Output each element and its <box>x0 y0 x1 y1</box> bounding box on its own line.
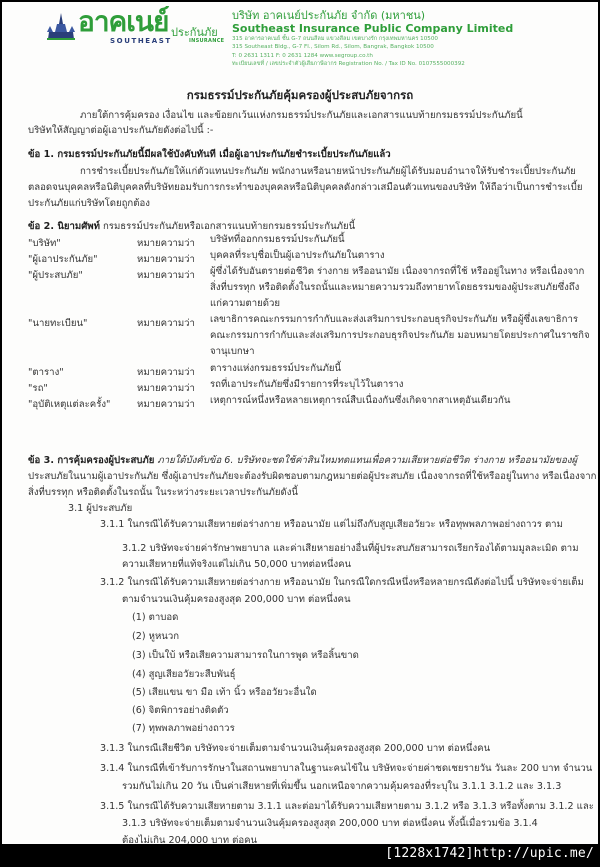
list-item: (6) จิตพิการอย่างติดตัว <box>132 705 229 716</box>
company-name-english: Southeast Insurance Public Company Limited <box>232 22 514 35</box>
clause-3-line-1-rest: ภายใต้บังคับข้อ 6. บริษัทจะชดใช้ค่าสินไหมทดแทนเพื่อความเสียหายต่อชีวิต ร่างกาย หรืออนามัยของผู้ <box>154 455 578 466</box>
def-term: "อุบัติเหตุแต่ละครั้ง" <box>28 399 111 410</box>
def-text: ตารางแห่งกรมธรรม์ประกันภัยนี้ <box>210 363 342 374</box>
def-term: "นายทะเบียน" <box>28 318 88 329</box>
brand-insurance-english: INSURANCE <box>189 38 225 44</box>
def-term: "ตาราง" <box>28 367 64 378</box>
def-term: "บริษัท" <box>28 238 61 249</box>
clause-2-heading-rest: กรมธรรม์ประกันภัยหรือเอกสารแนบท้ายกรมธรรม์ประกันภัยนี้ <box>99 221 356 232</box>
def-means-label: หมายความว่า <box>137 399 195 410</box>
def-term: "รถ" <box>28 383 48 394</box>
company-logo <box>46 5 236 46</box>
clause-3-1-5-cont-2: ต้องไม่เกิน 204,000 บาท ต่อคน <box>122 835 258 844</box>
def-text: จานุเบกษา <box>210 346 255 357</box>
clause-1-line-2: ตลอดจนบุคคลหรือนิติบุคคลที่บริษัทยอมรับการกระทำของบุคคลหรือนิติบุคคลดังกล่าวเสมือนตัวแทนของบริษัท ให้ถือว่าเป็นการชำระเบี้ย <box>28 182 583 193</box>
clause-3-1-2a: 3.1.2 บริษัทจะจ่ายค่ารักษาพยาบาล และค่าเสียหายอย่างอื่นที่ผู้ประสบภัยสามารถเรียกร้องได้ตามมูลละเมิด ตาม <box>122 543 579 554</box>
def-term: "ผู้เอาประกันภัย" <box>28 254 98 265</box>
list-item: (4) สูญเสียอวัยวะสืบพันธุ์ <box>132 669 236 680</box>
clause-2-heading <box>28 220 355 234</box>
def-text: คณะกรรมการกำกับและส่งเสริมการประกอบธุรกิจประกันภัย มอบหมายโดยประกาศในราชกิจ <box>210 330 590 341</box>
def-term: "ผู้ประสบภัย" <box>28 270 83 281</box>
company-registration: ทะเบียนเลขที่ / เลขประจำตัวผู้เสียภาษีอากร Registration No. / Tax ID No. 0107555000392 <box>232 61 465 68</box>
watermark-text: [1228x1742]http://upic.me/ <box>385 846 594 861</box>
clause-3-1-2a-cont: ความเสียหายที่แท้จริงแต่ไม่เกิน 50,000 บาทต่อหนึ่งคน <box>122 559 352 570</box>
clause-3-1-heading: 3.1 ผู้ประสบภัย <box>68 503 133 514</box>
clause-3-line-1 <box>28 454 577 468</box>
brand-insurance-thai: ประกันภัย <box>171 26 218 39</box>
company-name-thai: บริษัท อาคเนย์ประกันภัย จำกัด (มหาชน) <box>232 9 426 22</box>
image-watermark-bar <box>0 844 600 867</box>
list-item: (3) เป็นใบ้ หรือเสียความสามารถในการพูด หรือลิ้นขาด <box>132 650 359 661</box>
def-text: เหตุการณ์หนึ่งหรือหลายเหตุการณ์สืบเนื่องกันซึ่งเกิดจากสาเหตุอันเดียวกัน <box>210 395 511 406</box>
list-item: (5) เสียแขน ขา มือ เท้า นิ้ว หรืออวัยวะอื่นใด <box>132 687 317 698</box>
clause-1-heading: ข้อ 1. กรมธรรม์ประกันภัยนี้มีผลใช้บังคับทันที เมื่อผู้เอาประกันภัยชำระเบี้ยประกันภัยแล้ว <box>28 149 391 160</box>
company-contact: T: 0 2631 1311 F: 0 2631 1284 www.segroup.co.th <box>232 52 373 59</box>
clause-3-1-4-cont: รวมกันไม่เกิน 20 วัน เป็นค่าเสียหายที่เพิ่มขึ้น นอกเหนือจากความคุ้มครองที่ระบุใน 3.1.1 3.1.2 และ 3.1.3 <box>122 781 562 792</box>
company-info <box>232 9 592 69</box>
clause-3-line-2: ประสบภัยในนามผู้เอาประกันภัย ซึ่งผู้เอาประกันภัยจะต้องรับผิดชอบตามกฎหมายต่อผู้ประสบภัย เนื่องจากรถที่ใช้หรืออยู่ในทาง หรือเนื่องจาก <box>28 471 597 482</box>
def-text: สิ่งที่บรรทุก หรือติดตั้งในรถนั้นและหมายความรวมถึงทายาทโดยธรรมของผู้ประสบภัยซึ่งถึง <box>210 282 580 293</box>
temple-icon <box>46 12 76 42</box>
clause-3-heading-bold: ข้อ 3. การคุ้มครองผู้ประสบภัย <box>28 455 155 466</box>
clause-1-line-3: ประกันภัยแก่บริษัทโดยถูกต้อง <box>28 198 150 209</box>
def-text: ผู้ซึ่งได้รับอันตรายต่อชีวิต ร่างกาย หรืออนามัย เนื่องจากรถที่ใช้ หรืออยู่ในทาง หรือเนื่องจาก <box>210 266 585 277</box>
clause-3-1-4: 3.1.4 ในกรณีที่เข้ารับการรักษาในสถานพยาบาลในฐานะคนไข้ใน บริษัทจะจ่ายค่าชดเชยรายวัน วันละ 200 บาท จำนวน <box>100 763 593 774</box>
clause-3-1-2b: 3.1.2 ในกรณีได้รับความเสียหายต่อร่างกาย หรืออนามัย ในกรณีใดกรณีหนึ่งหรือหลายกรณีดังต่อไปนี้ บริษัทจะจ่ายเต็ม <box>100 577 584 588</box>
clause-3-1-5: 3.1.5 ในกรณีได้รับความเสียหายตาม 3.1.1 และต่อมาได้รับความเสียหายตาม 3.1.2 หรือ 3.1.3 หรือทั้งตาม 3.1.2 และ <box>100 801 594 812</box>
intro-line-2: บริษัทให้สัญญาต่อผู้เอาประกันภัยดังต่อไปนี้ :- <box>28 125 214 136</box>
company-address-english: 315 Southeast Bldg., G-7 Fl., Silom Rd., Silom, Bangrak, Bangkok 10500 <box>232 44 434 51</box>
def-means-label: หมายความว่า <box>137 367 195 378</box>
def-text: บริษัทที่ออกกรมธรรม์ประกันภัยนี้ <box>210 234 345 245</box>
def-text: แก่ความตายด้วย <box>210 298 280 309</box>
intro-line-1: ภายใต้การคุ้มครอง เงื่อนไข และข้อยกเว้นแห่งกรมธรรม์ประกันภัยและเอกสารแนบท้ายกรมธรรม์ประกันภัยนี้ <box>80 110 523 121</box>
clause-3-1-5-cont: 3.1.3 บริษัทจะจ่ายเต็มตามจำนวนเงินคุ้มครองสูงสุด 200,000 บาท ต่อหนึ่งคน ทั้งนี้เมื่อรวมข้อ 3.1.4 <box>122 818 538 829</box>
clause-3-1-1: 3.1.1 ในกรณีได้รับความเสียหายต่อร่างกาย หรืออนามัย แต่ไม่ถึงกับสูญเสียอวัยวะ หรือทุพพลภาพอย่างถาวร ตาม <box>100 519 563 530</box>
def-text: รถที่เอาประกันภัยซึ่งมีรายการที่ระบุไว้ในตาราง <box>210 379 404 390</box>
clause-3-1-3: 3.1.3 ในกรณีเสียชีวิต บริษัทจะจ่ายเต็มตามจำนวนเงินคุ้มครองสูงสุด 200,000 บาท ต่อหนึ่งคน <box>100 743 491 754</box>
clause-1-line-1: การชำระเบี้ยประกันภัยให้แก่ตัวแทนประกันภัย พนักงานหรือนายหน้าประกันภัยผู้ได้รับมอบอำนาจให้รับชำระเบี้ยประกันภัย <box>80 166 576 177</box>
list-item: (7) ทุพพลภาพอย่างถาวร <box>132 723 235 734</box>
def-means-label: หมายความว่า <box>137 254 195 265</box>
brand-name-english: SOUTHEAST <box>110 37 172 45</box>
def-text: เลขาธิการคณะกรรมการกำกับและส่งเสริมการประกอบธุรกิจประกันภัย หรือผู้ซึ่งเลขาธิการ <box>210 314 578 325</box>
def-means-label: หมายความว่า <box>137 318 195 329</box>
clause-3-line-3: สิ่งที่บรรทุก หรือติดตั้งในรถนั้น ในระหว่างระยะเวลาประกันภัยดังนี้ <box>28 487 298 498</box>
clause-3-1-2b-cont: ตามจำนวนเงินคุ้มครองสูงสุด 200,000 บาท ต่อหนึ่งคน <box>122 594 351 605</box>
def-means-label: หมายความว่า <box>137 383 195 394</box>
brand-name-thai: อาคเนย์ <box>78 5 169 38</box>
list-item: (1) ตาบอด <box>132 612 179 623</box>
def-means-label: หมายความว่า <box>137 270 195 281</box>
document-title: กรมธรรม์ประกันภัยคุ้มครองผู้ประสบภัยจากรถ <box>186 88 414 102</box>
list-item: (2) หูหนวก <box>132 631 180 642</box>
clause-2-heading-bold: ข้อ 2. นิยามศัพท์ <box>28 221 100 232</box>
document-page <box>2 2 598 844</box>
def-means-label: หมายความว่า <box>137 238 195 249</box>
company-address-thai: 315 อาคารอาคเนย์ ชั้น G-7 ถนนสีลม แขวงสีลม เขตบางรัก กรุงเทพมหานคร 10500 <box>232 36 438 42</box>
def-text: บุคคลที่ระบุชื่อเป็นผู้เอาประกันภัยในตาราง <box>210 250 385 261</box>
